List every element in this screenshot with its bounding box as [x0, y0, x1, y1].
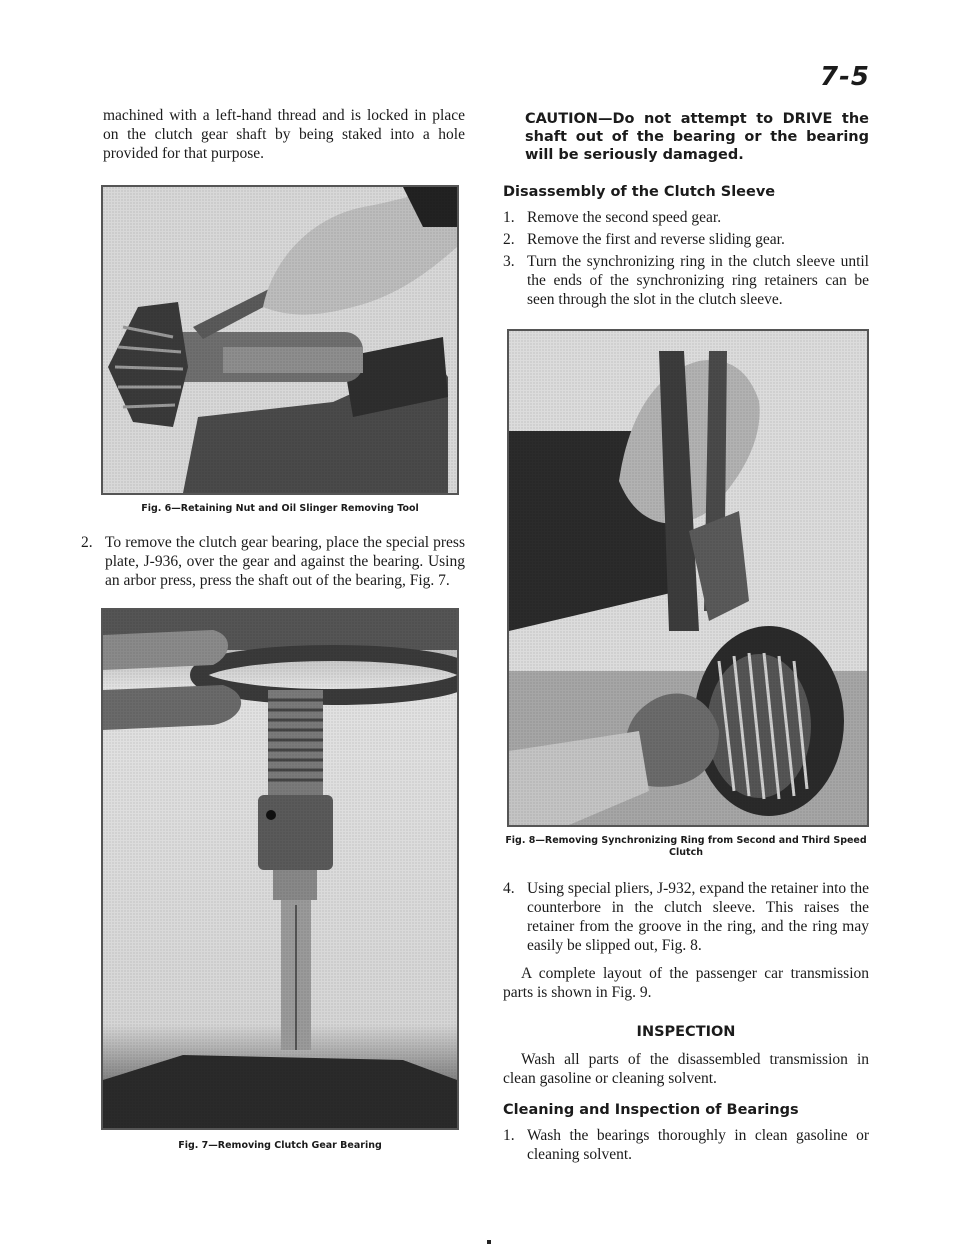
layout-note: A complete layout of the passenger car transmission parts is shown in Fig. 9. [503, 965, 869, 1001]
left-step-list [81, 533, 465, 590]
inspection-heading: INSPECTION [636, 1024, 736, 1040]
list-item [503, 230, 869, 249]
figure-8-caption: Fig. 8—Removing Synchronizing Ring from Second and Third Speed Clutch [505, 835, 867, 858]
step-number: 4. [503, 880, 515, 897]
list-item [503, 252, 869, 309]
step-text: Remove the first and reverse sliding gear. [527, 231, 785, 248]
figure-6-illustration [103, 187, 457, 493]
page-number: 7-5 [820, 62, 870, 92]
step-number: 2. [503, 231, 515, 248]
list-item [503, 1126, 869, 1164]
figure-6-caption: Fig. 6—Retaining Nut and Oil Slinger Removing Tool [141, 503, 419, 514]
right-column [503, 106, 869, 1164]
figure-6-photo [101, 185, 459, 495]
intro-paragraph: machined with a left-hand thread and is locked in place on the clutch gear shaft by being staked into a hole provided for that purpose. [103, 107, 465, 162]
disassembly-step-list [503, 208, 869, 309]
step-text: Wash the bearings thoroughly in clean gasoline or cleaning solvent. [527, 1127, 869, 1163]
list-item [503, 208, 869, 227]
list-item [81, 533, 465, 590]
step-number: 3. [503, 253, 515, 270]
step-text: Turn the synchronizing ring in the clutch sleeve until the ends of the synchronizing ring retainers can be seen through the slot in the clutch sleeve. [527, 253, 869, 308]
cleaning-step-list [503, 1126, 869, 1164]
inspection-paragraph: Wash all parts of the disassembled transmission in clean gasoline or cleaning solvent. [503, 1051, 869, 1087]
figure-8-photo [507, 329, 869, 827]
step-text: Remove the second speed gear. [527, 209, 722, 226]
list-item [503, 879, 869, 955]
step-number: 1. [503, 1127, 515, 1144]
figure-7-photo [101, 608, 459, 1130]
figure-7-illustration [103, 610, 457, 1128]
left-column [81, 106, 465, 1152]
figure-7-caption: Fig. 7—Removing Clutch Gear Bearing [178, 1140, 382, 1151]
page-mark [487, 1240, 491, 1244]
step-4-list [503, 879, 869, 955]
caution-note: CAUTION—Do not attempt to DRIVE the shaft out of the bearing or the bearing will be seriously damaged. [525, 111, 869, 163]
step-text: To remove the clutch gear bearing, place the special press plate, J-936, over the gear and against the bearing. Using an arbor press, press the shaft out of the bearing, Fig. 7. [105, 534, 465, 589]
figure-8-illustration [509, 331, 867, 825]
step-number: 2. [81, 534, 93, 551]
step-text: Using special pliers, J-932, expand the retainer into the counterbore in the clutch sleeve. This raises the retainer from the groove in the ring, and the ring may easily be slipped out, Fig. 8. [527, 880, 869, 954]
cleaning-heading: Cleaning and Inspection of Bearings [503, 1102, 799, 1118]
disassembly-heading: Disassembly of the Clutch Sleeve [503, 184, 776, 200]
step-number: 1. [503, 209, 515, 226]
